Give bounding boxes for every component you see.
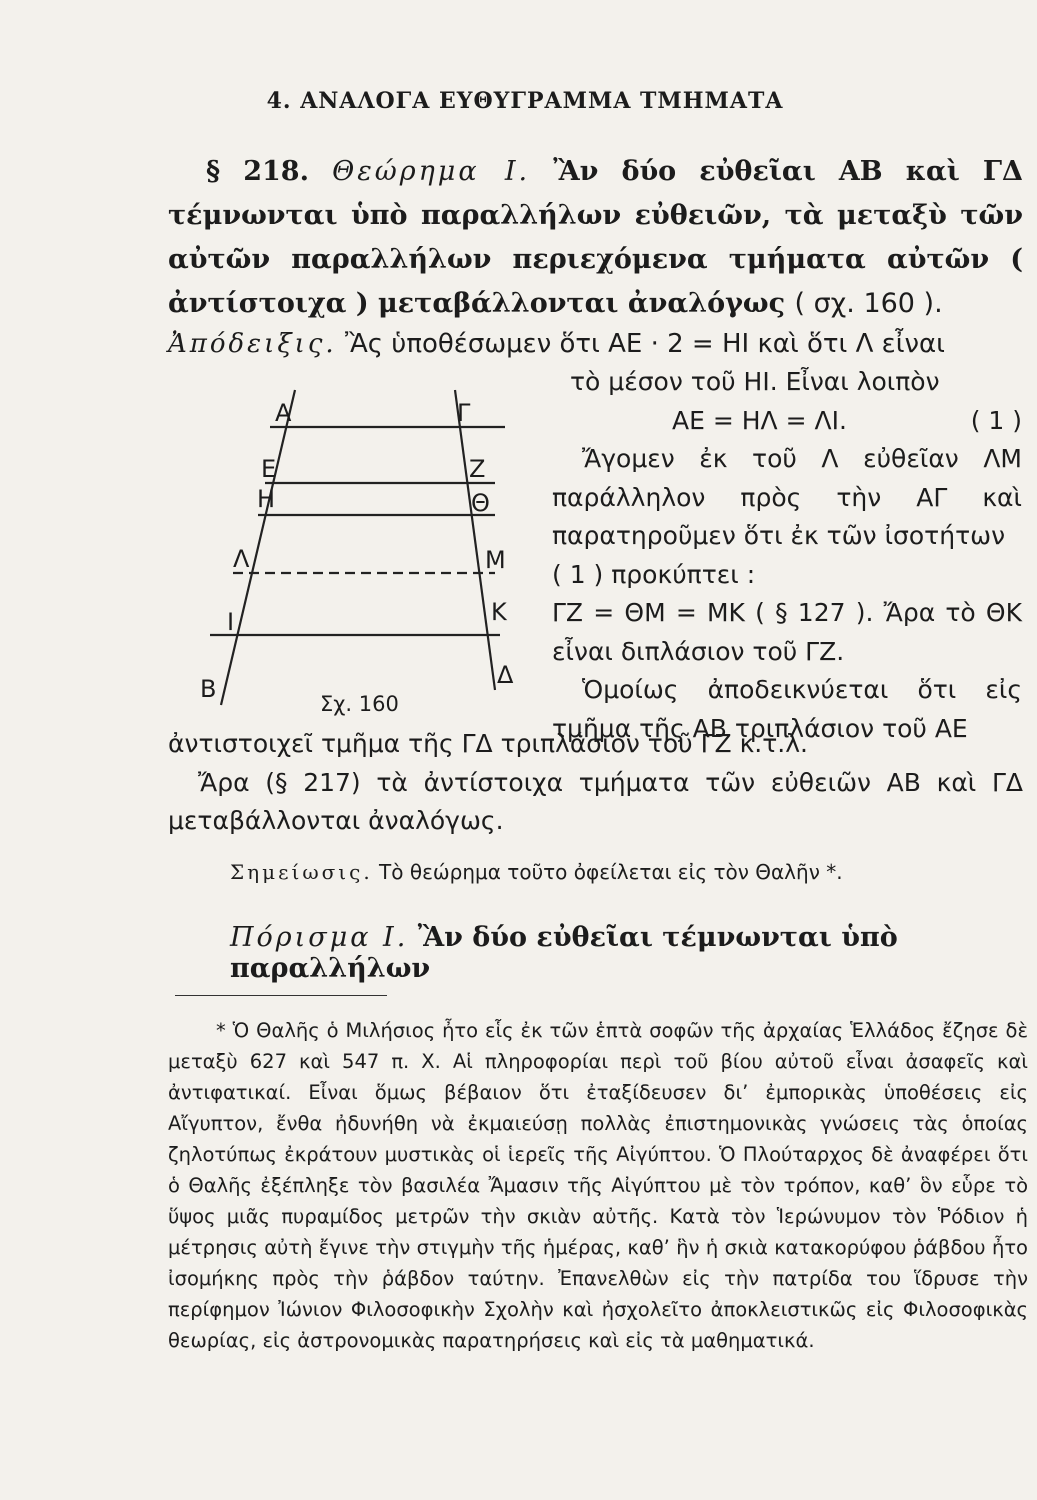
proof-first-line <box>168 325 1028 363</box>
proof-paragraph-1: Ἄγομεν ἐκ τοῦ Λ εὐθεῖαν ΛΜ παράλληλον πρὸς τὴν ΑΓ καὶ παρατηροῦμεν ὅτι ἐκ τῶν ἰσοτήτων <box>552 444 1022 550</box>
proof-line-2: τὸ μέσον τοῦ ΗΙ. Εἶναι λοιπὸν <box>570 367 940 396</box>
corollary-label: Πόρισμα Ι. <box>230 922 409 953</box>
label-i: Ι <box>227 608 235 636</box>
label-m: Μ <box>485 546 506 574</box>
footnote <box>168 1015 1028 1356</box>
equation-1-number: ( 1 ) <box>970 405 1022 435</box>
theorem-text: Ἂν δύο εὐθεῖαι ΑΒ καὶ ΓΔ τέμνωνται ὑπὸ παραλλήλων εὐθειῶν, τὰ μεταξὺ τῶν αὐτῶν παραλλήλων περιεχόμενα τμήματα αὐτῶν ( ἀντίστοιχα ) μεταβάλλονται ἀναλόγως <box>168 156 1024 319</box>
label-b: Β <box>200 675 217 703</box>
label-d: Δ <box>497 661 514 689</box>
proof-paragraph-1c: ΓΖ = ΘΜ = ΜΚ ( § 127 ). Ἄρα τὸ ΘΚ εἶναι διπλάσιον τοῦ ΓΖ. <box>552 598 1022 666</box>
proof-paragraph-2: Ὁμοίως ἀποδεικνύεται ὅτι εἰς τμῆμα τῆς ΑΒ τριπλάσιον τοῦ ΑΕ <box>552 675 1022 743</box>
note-label: Σημείωσις. <box>230 860 373 884</box>
proof-continuation <box>168 725 1023 841</box>
proof-paragraph-3: Ἄρα (§ 217) τὰ ἀντίστοιχα τμήματα τῶν εὐθειῶν ΑΒ καὶ ΓΔ μεταβάλλονται ἀναλόγως. <box>168 767 1023 835</box>
proof-paragraph-1b: ( 1 ) προκύπτει : <box>552 559 756 589</box>
equation-1-text: ΑΕ = ΗΛ = ΛΙ. <box>672 405 847 435</box>
label-e: Ε <box>261 455 277 483</box>
figure-160 <box>195 385 535 720</box>
line-gd <box>455 390 495 690</box>
label-th: Θ <box>471 489 490 517</box>
theorem-number: § 218. <box>206 156 309 187</box>
proof-line-1: Ἂς ὑποθέσωμεν ὅτι ΑΕ · 2 = ΗΙ καὶ ὅτι Λ εἶναι <box>344 329 945 359</box>
figure-caption: Σχ. 160 <box>320 692 399 716</box>
theorem-ref: ( σχ. 160 ). <box>794 288 943 319</box>
proof-paragraph-2b: ἀντιστοιχεῖ τμῆμα τῆς ΓΔ τριπλάσιον τοῦ ΓΖ κ.τ.λ. <box>168 729 808 758</box>
corollary-line <box>230 922 1030 984</box>
note-line <box>230 860 1030 884</box>
label-h: Η <box>257 485 276 513</box>
label-l: Λ <box>233 545 250 573</box>
theorem-block <box>168 150 1023 326</box>
equation-1 <box>552 402 1022 441</box>
label-k: Κ <box>491 598 507 626</box>
footnote-text: * Ὁ Θαλῆς ὁ Μιλήσιος ἦτο εἷς ἐκ τῶν ἑπτὰ σοφῶν τῆς ἀρχαίας Ἑλλάδος ἔζησε δὲ μεταξὺ 627 καὶ 547 π. Χ. Αἱ πληροφορίαι περὶ τοῦ βίου αὐτοῦ εἶναι ἀσαφεῖς καὶ ἀντιφατικαί. Εἶναι ὅμως βέβαιον ὅτι ἐταξίδευσεν δι’ ἐμπορικὰς ὑποθέσεις εἰς Αἴγυπτον, ἔνθα ἠδυνήθη νὰ ἐκμαιεύσῃ πολλὰς ἐπιστημονικὰς γνώσεις τὰς ὁποίας ζηλοτύπως ἐκράτουν μυστικὰς οἱ ἱερεῖς τῆς Αἰγύπτου. Ὁ Πλούταρχος δὲ ἀναφέρει ὅτι ὁ Θαλῆς ἐξέπληξε τὸν βασιλέα Ἄμασιν τῆς Αἰγύπτου μὲ τὸν τρόπον, καθ’ ὃν εὗρε τὸ ὕψος μιᾶς πυραμίδος μετρῶν τὴν σκιὰν αὐτῆς. Κατὰ τὸν Ἱερώνυμον τὸν Ῥόδιον ἡ μέτρησις αὐτὴ ἔγινε τὴν στιγμὴν τῆς ἡμέρας, καθ’ ἣν ἡ σκιὰ κατακορύφου ῥάβδου ἦτο ἰσομήκης πρὸς τὴν ῥάβδον ταύτην. Ἐπανελθὼν εἰς τὴν πατρίδα του ἵδρυσε τὴν περίφημον Ἰώνιον Φιλοσοφικὴν Σχολὴν καὶ ἠσχολεῖτο ἀποκλειστικῶς εἰς Φιλοσοφικὰς θεωρίας, εἰς ἀστρονομικὰς παρατηρήσεις καὶ εἰς τὰ μαθηματικά. <box>168 1019 1028 1352</box>
label-a: Α <box>275 399 292 427</box>
footnote-rule <box>175 995 387 996</box>
corollary-text: Ἂν δύο εὐθεῖαι τέμνωνται ὑπὸ παραλλήλων <box>230 922 898 984</box>
section-heading: 4. ΑΝΑΛΟΓΑ ΕΥΘΥΓΡΑΜΜΑ ΤΜΗΜΑΤΑ <box>266 88 784 114</box>
theorem-label: Θεώρημα Ι. <box>332 156 531 187</box>
proof-side-column <box>552 363 1022 748</box>
note-text: Τὸ θεώρημα τοῦτο ὀφείλεται εἰς τὸν Θαλῆν *. <box>379 860 843 884</box>
proof-label: Ἀπόδειξις. <box>168 329 337 359</box>
label-g: Γ <box>457 399 471 427</box>
label-z: Ζ <box>469 455 486 483</box>
